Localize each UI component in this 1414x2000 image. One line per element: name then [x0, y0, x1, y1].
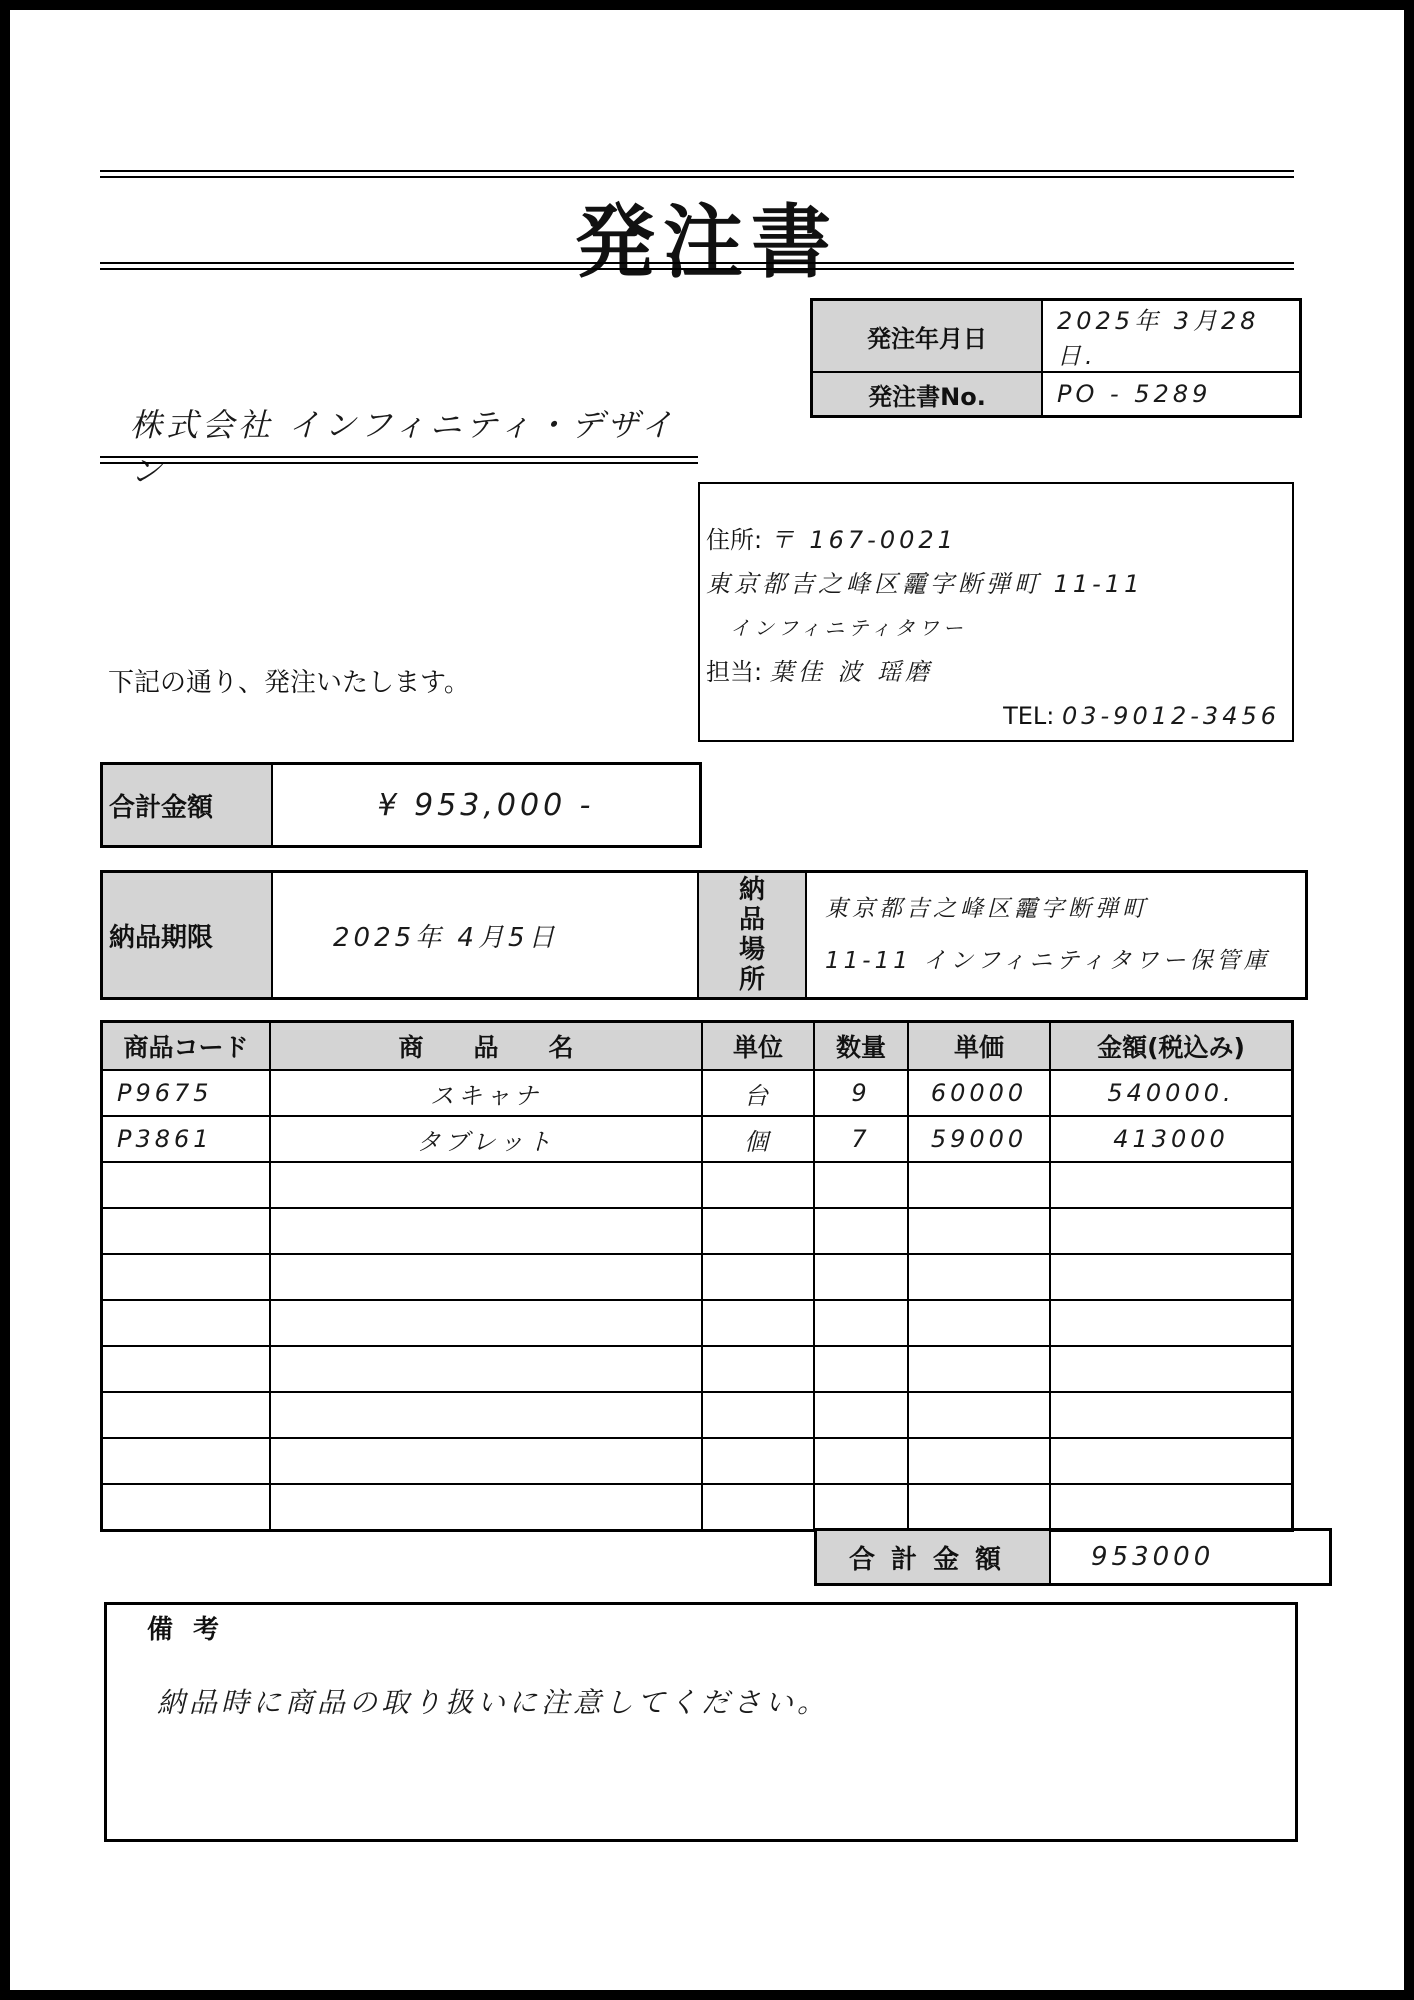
order-date-row	[812, 300, 1301, 373]
empty-cell	[270, 1162, 702, 1208]
total-amount-value: ¥ 953,000 -	[272, 764, 701, 847]
total-amount-row	[102, 764, 701, 847]
empty-cell	[814, 1392, 908, 1438]
header-amount: 金額(税込み)	[1050, 1022, 1293, 1071]
empty-cell	[270, 1346, 702, 1392]
order-date-label: 発注年月日	[812, 300, 1043, 373]
contact-name: 葉佳 波 瑶磨	[769, 658, 933, 686]
empty-cell	[102, 1162, 271, 1208]
empty-cell	[1050, 1300, 1293, 1346]
empty-row	[102, 1392, 1293, 1438]
empty-cell	[102, 1208, 271, 1254]
sender-address-box	[698, 482, 1294, 742]
empty-row	[102, 1484, 1293, 1531]
order-no-value: PO - 5289	[1042, 372, 1301, 417]
delivery-place-line-2: 11-11 インフィニティタワー保管庫	[825, 948, 1271, 974]
empty-cell	[814, 1162, 908, 1208]
address-line-2: インフィニティタワー	[730, 616, 967, 640]
empty-cell	[814, 1208, 908, 1254]
item-price: 59000	[908, 1116, 1050, 1162]
remarks-box	[104, 1602, 1298, 1842]
order-no-label: 発注書No.	[812, 372, 1043, 417]
total-amount-table	[100, 762, 702, 848]
intro-text: 下記の通り、発注いたします。	[108, 668, 470, 698]
header-price: 単価	[908, 1022, 1050, 1071]
empty-cell	[908, 1300, 1050, 1346]
empty-cell	[102, 1300, 271, 1346]
address-row	[706, 518, 1286, 562]
item-name: タブレット	[270, 1116, 702, 1162]
page-title: 発注書	[575, 196, 839, 289]
empty-row	[102, 1254, 1293, 1300]
empty-cell	[1050, 1346, 1293, 1392]
table-row	[102, 1070, 1293, 1116]
remarks-label: 備考	[147, 1615, 240, 1645]
items-header-row	[102, 1022, 1293, 1071]
place-label-char: 納	[738, 875, 765, 905]
empty-row	[102, 1346, 1293, 1392]
empty-cell	[102, 1346, 271, 1392]
client-underline	[100, 456, 698, 464]
order-meta-table	[810, 298, 1302, 418]
empty-cell	[270, 1208, 702, 1254]
client-name: 株式会社 インフィニティ・デザイン	[130, 406, 677, 490]
header-name: 商 品 名	[270, 1022, 702, 1071]
delivery-place-value	[806, 872, 1307, 999]
empty-cell	[702, 1484, 814, 1531]
empty-cell	[814, 1254, 908, 1300]
place-label-char: 品	[738, 905, 765, 935]
place-label-char: 所	[738, 965, 765, 995]
empty-row	[102, 1300, 1293, 1346]
empty-cell	[270, 1438, 702, 1484]
empty-cell	[702, 1254, 814, 1300]
delivery-place-line-1: 東京都吉之峰区龗字断弾町	[825, 896, 1149, 922]
item-qty: 7	[814, 1116, 908, 1162]
item-unit: 台	[702, 1070, 814, 1116]
empty-cell	[102, 1254, 271, 1300]
items-table	[100, 1020, 1294, 1532]
deadline-label: 納品期限	[102, 872, 273, 999]
empty-cell	[908, 1438, 1050, 1484]
address-label: 住所:	[706, 526, 763, 554]
address-line-1: 東京都吉之峰区龗字断弾町 11-11	[706, 570, 1144, 598]
item-name: スキャナ	[270, 1070, 702, 1116]
empty-cell	[702, 1162, 814, 1208]
title-rule-bottom	[100, 262, 1294, 270]
empty-cell	[908, 1392, 1050, 1438]
empty-cell	[270, 1484, 702, 1531]
empty-cell	[1050, 1438, 1293, 1484]
empty-cell	[908, 1208, 1050, 1254]
order-no-row	[812, 372, 1301, 417]
empty-row	[102, 1162, 1293, 1208]
total-amount-label: 合計金額	[102, 764, 273, 847]
sum-value: 953000	[1050, 1530, 1331, 1585]
item-amount: 413000	[1050, 1116, 1293, 1162]
item-qty: 9	[814, 1070, 908, 1116]
empty-cell	[102, 1438, 271, 1484]
contact-row	[706, 650, 1286, 694]
tel-row	[706, 694, 1286, 738]
empty-row	[102, 1208, 1293, 1254]
empty-cell	[1050, 1392, 1293, 1438]
empty-cell	[270, 1254, 702, 1300]
tel-label: TEL:	[1003, 702, 1055, 730]
empty-cell	[102, 1392, 271, 1438]
place-label-char: 場	[738, 935, 765, 965]
tel-value: 03-9012-3456	[1061, 702, 1280, 730]
empty-cell	[908, 1346, 1050, 1392]
empty-cell	[908, 1254, 1050, 1300]
title-rule-top	[100, 170, 1294, 178]
delivery-row	[102, 872, 1307, 999]
item-code: P3861	[102, 1116, 271, 1162]
empty-cell	[270, 1392, 702, 1438]
header-qty: 数量	[814, 1022, 908, 1071]
empty-cell	[702, 1346, 814, 1392]
sum-table	[814, 1528, 1332, 1586]
deadline-value: 2025年 4月5日	[272, 872, 698, 999]
item-amount: 540000.	[1050, 1070, 1293, 1116]
header-code: 商品コード	[102, 1022, 271, 1071]
empty-cell	[814, 1438, 908, 1484]
empty-cell	[102, 1484, 271, 1531]
empty-cell	[1050, 1208, 1293, 1254]
item-price: 60000	[908, 1070, 1050, 1116]
empty-cell	[1050, 1484, 1293, 1531]
contact-label: 担当:	[706, 658, 763, 686]
empty-row	[102, 1438, 1293, 1484]
empty-cell	[814, 1346, 908, 1392]
empty-cell	[702, 1392, 814, 1438]
empty-cell	[1050, 1254, 1293, 1300]
empty-cell	[1050, 1162, 1293, 1208]
empty-cell	[702, 1300, 814, 1346]
empty-cell	[702, 1438, 814, 1484]
order-date-value: 2025年 3月28日.	[1042, 300, 1301, 373]
delivery-table	[100, 870, 1308, 1000]
delivery-place-label	[698, 872, 806, 999]
sum-label: 合計金額	[816, 1530, 1051, 1585]
empty-cell	[908, 1162, 1050, 1208]
empty-cell	[270, 1300, 702, 1346]
empty-cell	[814, 1484, 908, 1531]
postal-code: 〒 167-0021	[769, 526, 957, 554]
empty-cell	[702, 1208, 814, 1254]
table-row	[102, 1116, 1293, 1162]
empty-cell	[908, 1484, 1050, 1531]
empty-cell	[814, 1300, 908, 1346]
header-unit: 単位	[702, 1022, 814, 1071]
remarks-text: 納品時に商品の取り扱いに注意してください。	[157, 1686, 830, 1719]
item-unit: 個	[702, 1116, 814, 1162]
item-code: P9675	[102, 1070, 271, 1116]
sum-row	[816, 1530, 1331, 1585]
